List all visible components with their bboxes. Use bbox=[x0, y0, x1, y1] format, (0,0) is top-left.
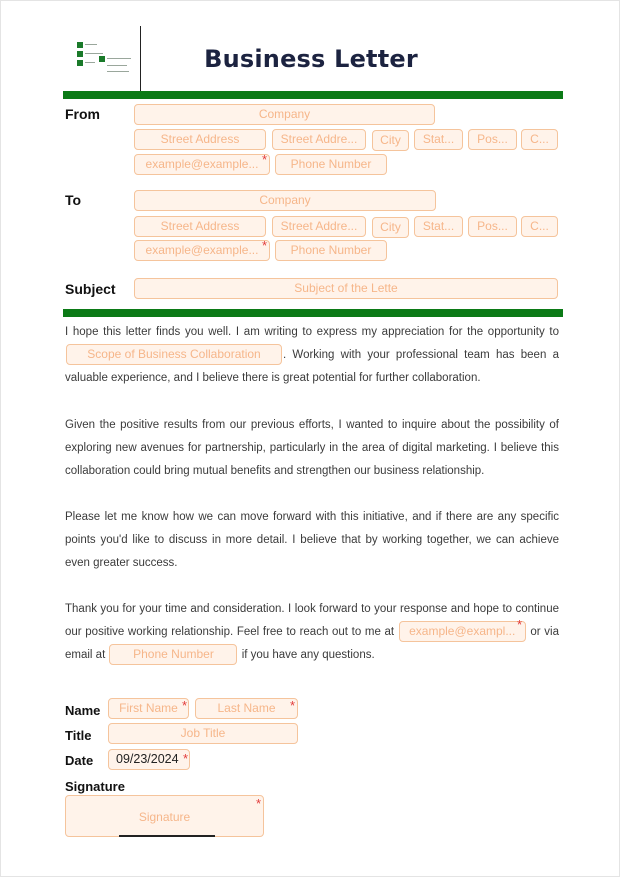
paragraph-text: or via email at bbox=[65, 626, 559, 661]
from-street-input[interactable]: Street Address bbox=[134, 129, 266, 150]
to-street2-input[interactable]: Street Addre... bbox=[272, 216, 366, 237]
first-name-input[interactable]: First Name bbox=[108, 698, 189, 719]
from-email-input[interactable]: example@example... bbox=[134, 154, 270, 175]
from-city-input[interactable]: City bbox=[372, 130, 409, 151]
signature-label: Signature bbox=[65, 779, 125, 794]
subject-input[interactable]: Subject of the Lette bbox=[134, 278, 558, 299]
to-email-input[interactable]: example@example... bbox=[134, 240, 270, 261]
from-postal-input[interactable]: Pos... bbox=[468, 129, 517, 150]
body-paragraph-2: Given the positive results from our previous efforts, I wanted to inquire about the possibility of exploring new avenues for partnership, particularly in the area of digital marketing. I believe this collaboration could bring mutual benefits and strengthen our business relationship. bbox=[65, 419, 559, 477]
to-company-input[interactable]: Company bbox=[134, 190, 436, 211]
paragraph-text: . Working with your professional team has been a valuable experience, and I believe there is great potential for further collaboration. bbox=[65, 349, 559, 384]
logo-square bbox=[77, 42, 83, 48]
logo-square bbox=[77, 51, 83, 57]
scope-input[interactable]: Scope of Business Collaboration bbox=[66, 344, 282, 365]
signature-box[interactable]: Signature bbox=[65, 795, 264, 837]
paragraph-text: Thank you for your time and consideration. I look forward to your response and hope to continue our positive working relationship. Feel free to reach out to me at bbox=[65, 603, 559, 638]
from-phone-input[interactable]: Phone Number bbox=[275, 154, 387, 175]
body-paragraph-4 bbox=[65, 598, 559, 667]
logo-line bbox=[85, 53, 103, 54]
logo-line bbox=[107, 65, 127, 66]
title-label: Title bbox=[65, 728, 92, 743]
section-green-bar bbox=[63, 309, 563, 317]
paragraph-text: if you have any questions. bbox=[241, 649, 375, 661]
to-label: To bbox=[65, 192, 82, 208]
required-asterisk: * bbox=[262, 238, 268, 253]
logo-square bbox=[99, 56, 105, 62]
job-title-input[interactable]: Job Title bbox=[108, 723, 298, 744]
from-country-input[interactable]: C... bbox=[521, 129, 558, 150]
required-asterisk: * bbox=[256, 796, 262, 811]
header-green-bar bbox=[63, 91, 563, 99]
logo-line bbox=[85, 62, 95, 63]
logo-line bbox=[85, 44, 97, 45]
contact-phone-input[interactable]: Phone Number bbox=[109, 644, 237, 665]
required-asterisk: * bbox=[183, 751, 189, 766]
from-company-input[interactable]: Company bbox=[134, 104, 435, 125]
subject-label: Subject bbox=[65, 281, 116, 297]
body-paragraph-1 bbox=[65, 321, 559, 390]
required-asterisk: * bbox=[262, 152, 268, 167]
to-street-input[interactable]: Street Address bbox=[134, 216, 266, 237]
paragraph-text: I hope this letter finds you well. I am writing to express my appreciation for the opportunity to bbox=[65, 326, 559, 338]
required-asterisk: * bbox=[290, 698, 296, 713]
signature-line bbox=[119, 835, 215, 837]
contact-email-input[interactable]: example@exampl... bbox=[399, 621, 526, 642]
company-logo bbox=[75, 39, 135, 83]
required-asterisk: * bbox=[182, 698, 188, 713]
date-input[interactable]: 09/23/2024 bbox=[108, 749, 190, 770]
body-paragraph-3: Please let me know how we can move forward with this initiative, and if there are any specific points you'd like to discuss in more detail. I believe that by working together, we can achieve even greater success. bbox=[65, 511, 559, 569]
to-phone-input[interactable]: Phone Number bbox=[275, 240, 387, 261]
last-name-input[interactable]: Last Name bbox=[195, 698, 298, 719]
date-label: Date bbox=[65, 753, 94, 768]
to-country-input[interactable]: C... bbox=[521, 216, 558, 237]
from-street2-input[interactable]: Street Addre... bbox=[272, 129, 366, 150]
page-title: Business Letter bbox=[204, 45, 418, 73]
to-postal-input[interactable]: Pos... bbox=[468, 216, 517, 237]
required-asterisk: * bbox=[517, 617, 523, 632]
to-city-input[interactable]: City bbox=[372, 217, 409, 238]
name-label: Name bbox=[65, 703, 101, 718]
logo-line bbox=[107, 58, 131, 59]
from-label: From bbox=[65, 106, 100, 122]
logo-line bbox=[107, 71, 129, 72]
from-state-input[interactable]: Stat... bbox=[414, 129, 463, 150]
to-state-input[interactable]: Stat... bbox=[414, 216, 463, 237]
logo-square bbox=[77, 60, 83, 66]
